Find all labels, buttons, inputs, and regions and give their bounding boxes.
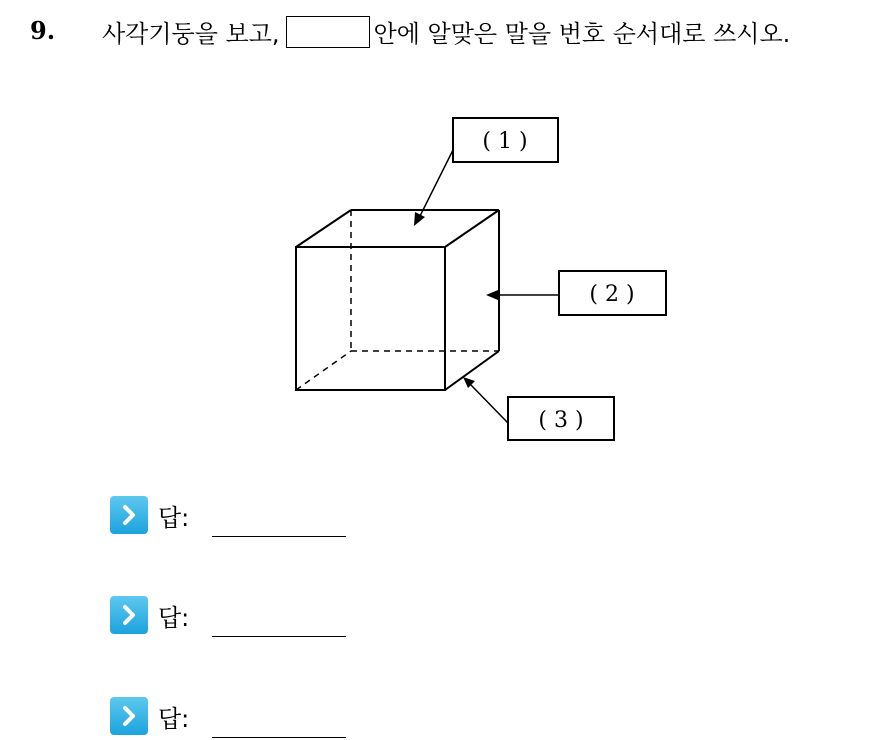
question-text-after: 안에 알맞은 말을 번호 순서대로 쓰시오. bbox=[373, 20, 791, 48]
answer-row-2 bbox=[110, 596, 189, 634]
arrowhead-2 bbox=[486, 290, 498, 300]
answer-row-3 bbox=[110, 697, 189, 735]
label-2: ( 2 ) bbox=[589, 282, 635, 307]
prism-edge bbox=[445, 210, 499, 247]
prism-edge bbox=[296, 210, 351, 247]
arrowhead-1 bbox=[414, 212, 425, 226]
answer-field-2[interactable] bbox=[212, 636, 346, 637]
prism-front-face bbox=[296, 247, 445, 390]
prism-hidden-edge bbox=[296, 351, 351, 390]
chevron-right-icon bbox=[110, 697, 148, 735]
arrow-3 bbox=[470, 384, 508, 423]
answer-field-1[interactable] bbox=[212, 536, 346, 537]
label-3: ( 3 ) bbox=[538, 408, 584, 433]
answer-row-1 bbox=[110, 496, 189, 534]
answer-label: 답: bbox=[158, 504, 190, 532]
arrow-1 bbox=[420, 150, 453, 216]
question-text-before: 사각기둥을 보고, bbox=[102, 20, 280, 48]
chevron-right-icon bbox=[110, 496, 148, 534]
answer-label: 답: bbox=[158, 604, 190, 632]
question-number: 9. bbox=[30, 16, 56, 45]
prism-edge bbox=[445, 351, 499, 390]
answer-field-3[interactable] bbox=[212, 737, 346, 738]
answer-label: 답: bbox=[158, 705, 190, 733]
label-1: ( 1 ) bbox=[482, 129, 528, 154]
chevron-right-icon bbox=[110, 596, 148, 634]
